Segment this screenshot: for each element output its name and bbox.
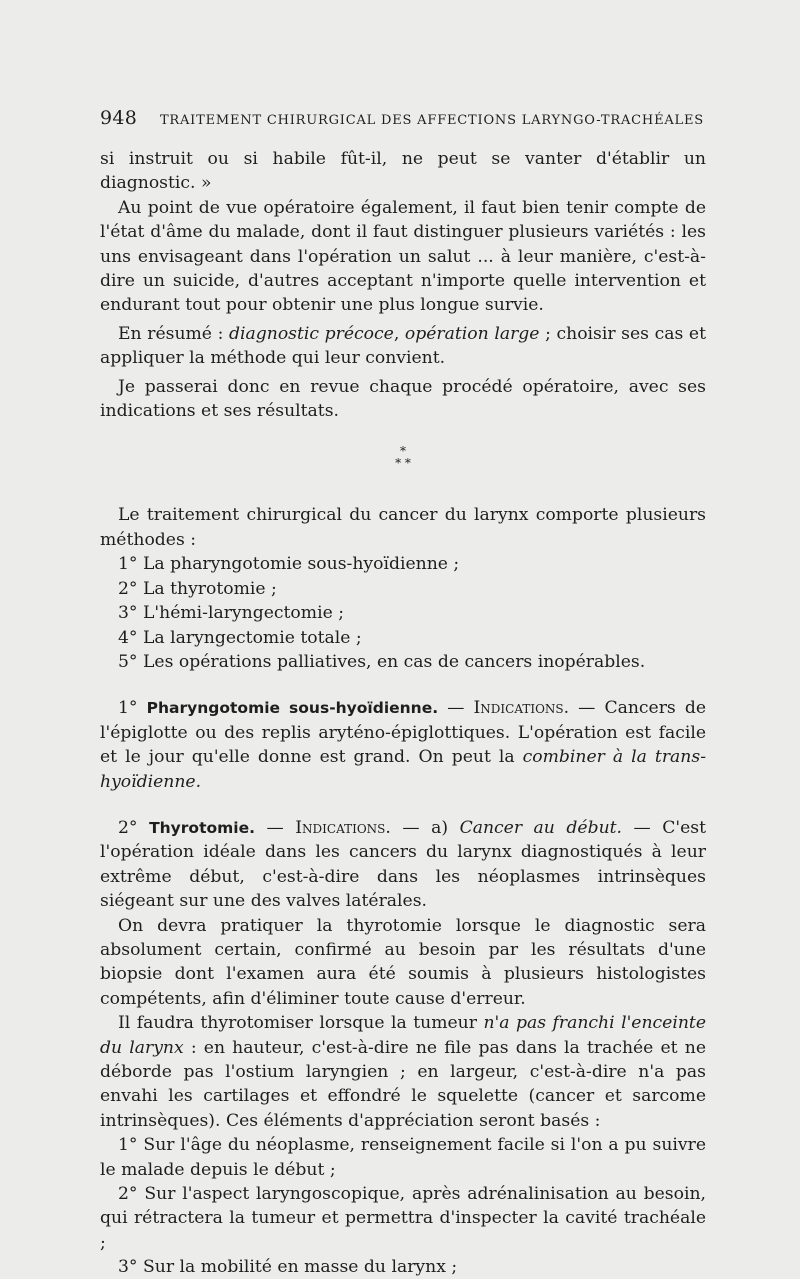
section-thyrotomie: 2° Thyrotomie. — Indications. — a) Cancer au début. — C'est l'opération idéale dans les cancers du larynx diagnostiqués à leur extrême début, c'est-à-dire dans les néoplasmes intrinsèques siégeant sur une des valves latérales.: [100, 817, 707, 912]
section-title: Pharyngotomie sous-hyoïdienne.: [146, 699, 439, 718]
list-item: 5° Les opérations palliatives, en cas de cancers inopérables.: [118, 651, 646, 672]
methods-intro: Le traitement chirurgical du cancer du larynx comporte plusieurs méthodes :: [100, 505, 706, 550]
list-item: 3° L'hémi-laryngectomie ;: [118, 603, 344, 624]
page-number: 948: [100, 107, 138, 129]
section-label: Indications.: [473, 698, 570, 719]
paragraph: Je passerai donc en revue chaque procédé opératoire, avec ses indications et ses résultats.: [100, 376, 706, 422]
section-label: Indications.: [295, 817, 391, 838]
page-header: [100, 107, 720, 129]
paragraph: Il faudra thyrotomiser lorsque la tumeur n'a pas franchi l'enceinte du larynx : en hauteur, c'est-à-dire ne file pas dans la trachée et ne déborde pas l'ostium laryngien ; en largeur, c'est-à-dire n'a pas envahi les cartilages et effondré le squelette (cancer et sarcome intrinsèques). Ces éléments d'appréciation seront basés :: [100, 1013, 706, 1131]
running-title: TRAITEMENT CHIRURGICAL DES AFFECTIONS LARYNGO-TRACHÉALES: [159, 113, 704, 128]
list-item: 1° Sur l'âge du néoplasme, renseignement facile si l'on a pu suivre le malade depuis le début ;: [100, 1135, 706, 1180]
section-title: Thyrotomie.: [149, 818, 255, 837]
paragraph: On devra pratiquer la thyrotomie lorsque le diagnostic sera absolument certain, confirmé au besoin par les résultats d'une biopsie dont l'examen aura été soumis à plusieurs histologistes compétents, afin d'éliminer toute cause d'erreur.: [100, 915, 706, 1009]
paragraph: si instruit ou si habile fût-il, ne peut se vanter d'établir un diagnostic. »: [100, 149, 706, 194]
paragraph: Au point de vue opératoire également, il faut bien tenir compte de l'état d'âme du malade, dont il faut distinguer plusieurs variétés : les uns envisageant dans l'opération un salut ... à leur manière, c'est-à-dire un suicide, d'autres acceptant n'importe quelle intervention et endurant tout pour obtenir une plus longue survie.: [100, 197, 706, 316]
list-item: 3° Sur la mobilité en masse du larynx ;: [118, 1257, 458, 1278]
list-item: 4° La laryngectomie totale ;: [118, 627, 362, 648]
section-pharyngotomie: 1° Pharyngotomie sous-hyoïdienne. — Indications. — Cancers de l'épiglotte ou des replis aryténo-épiglottiques. L'opération est facile et le jour qu'elle donne est grand. On peut la combiner à la trans-hyoïdienne.: [100, 698, 707, 792]
paragraph-summary: En résumé : diagnostic précoce, opération large ; choisir ses cas et appliquer la méthode qui leur convient.: [100, 323, 707, 369]
list-item: 2° Sur l'aspect laryngoscopique, après adrénalinisation au besoin, qui rétractera la tumeur et permettra d'inspecter la cavité trachéale ;: [100, 1184, 706, 1253]
page-body: [100, 147, 706, 1279]
list-item: 2° La thyrotomie ;: [118, 578, 277, 599]
asterism-divider: * * *: [395, 444, 411, 471]
list-item: 1° La pharyngotomie sous-hyoïdienne ;: [118, 554, 460, 575]
